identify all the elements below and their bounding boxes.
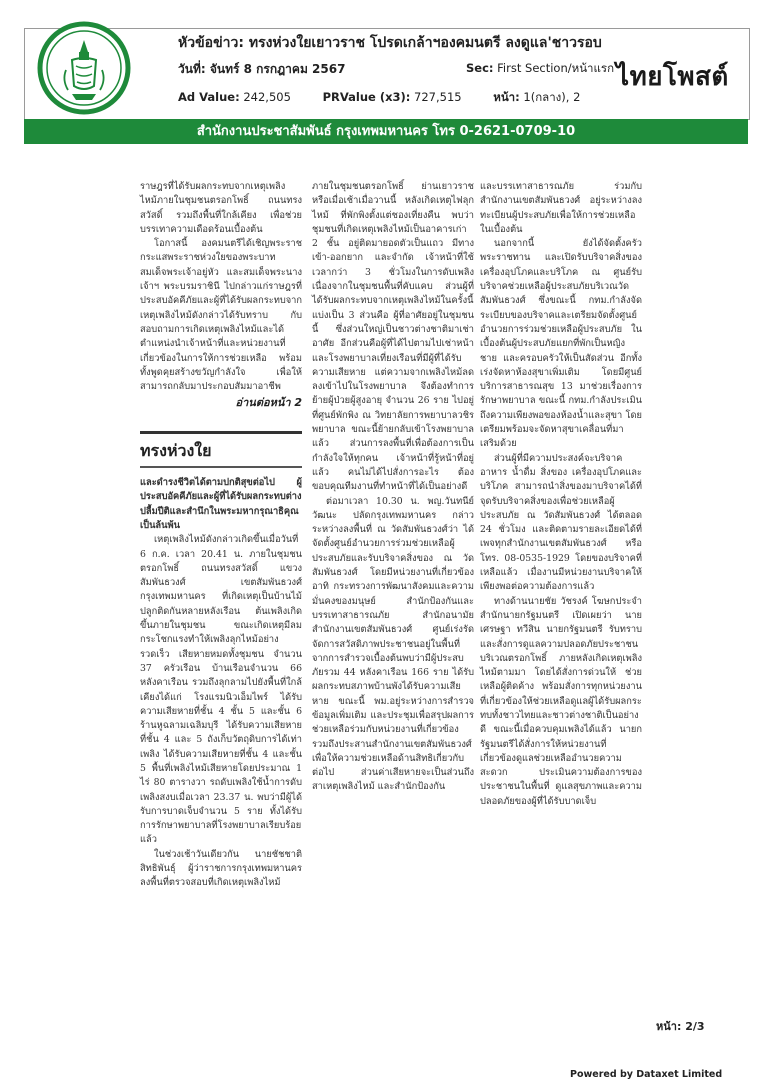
paragraph: ทางด้านนายชัย วัชรงค์ โฆษกประจำสำนักนายกรัฐมนตรี เปิดเผยว่า นายเศรษฐา ทวีสิน นายกรัฐมนตรี รับทราบและสั่งการดูแลความปลอดภัยประชาชนบริเวณตรอกโพธิ์ ภายหลังเกิดเหตุเพลิงไหม้ตามมา โดยได้สั่งการด่วนให้ ช่วยเหลือผู้ติดค้าง พร้อมสั่งการทุกหน่วยงานที่เกี่ยวข้องให้ช่วยเหลือดูแลผู้ได้รับผลกระทบทั้งชาวไทยและชาวต่างชาติเป็นอย่างดี ขณะนี้เมื่อควบคุมเพลิงได้แล้ว นายกรัฐมนตรีได้สั่งการให้หน่วยงานที่เกี่ยวข้องดูแลช่วยเหลืออำนวยความสะดวก ประเมินความต้องการของประชาชนในพื้นที่ ดูแลสุขภาพและความปลอดภัยของผู้ที่ได้รับบาดเจ็บ: [480, 595, 642, 807]
date-value: จันทร์ 8 กรกฎาคม 2567: [209, 62, 346, 76]
date-line: [178, 60, 345, 79]
continued-label: อ่านต่อหน้า 2: [235, 396, 302, 410]
paragraph: ต่อมาเวลา 10.30 น. พญ.วันทนีย์ วัฒนะ ปลัดกรุงเทพมหานคร กล่าวระหว่างลงพื้นที่ ณ วัดสัมพันธวงศ์ว่า ได้จัดตั้งศูนย์อำนวยการร่วมช่วยเหลือผู้ประสบภัยและรับบริจาคสิ่งของ ณ วัดสัมพันธวงศ์ โดยมีหน่วยงานที่เกี่ยวข้อง อาทิ กระทรวงการพัฒนาสังคมและความมั่นคงของมนุษย์ สำนักป้องกันและบรรเทาสาธารณภัย สำนักอนามัย สำนักงานเขตสัมพันธวงศ์ ศูนย์เร่งรัดจัดการสวัสดิภาพประชาชนอยู่ในพื้นที่ จากการสำรวจเบื้องต้นพบว่ามีผู้ประสบภัยรวม 44 หลังคาเรือน 166 ราย ได้รับผลกระทบสภาพบ้านพังได้รับความเสียหาย ขณะนี้ พม.อยู่ระหว่างการสำรวจข้อมูลเพิ่มเติม และประชุมเพื่อสรุปผลการช่วยเหลือร่วมกับหน่วยงานที่เกี่ยวข้อง รวมถึงประสานสำนักงานเขตสัมพันธวงศ์เพื่อให้ความช่วยเหลือด้านสิทธิเกี่ยวกับต่อไป ส่วนค่าเสียหายจะเป็นส่วนถึงสาเหตุเพลิงไหม้ และสำนักป้องกัน: [312, 495, 474, 793]
section-line: [466, 60, 614, 78]
powered-by: Powered by Dataxet Limited: [570, 1069, 723, 1080]
ad-value-label: Ad Value:: [178, 90, 240, 104]
page-number-value: 2/3: [685, 1020, 705, 1033]
subheadline: ทรงห่วงใย: [140, 440, 212, 460]
paragraph: ภายในชุมชนตรอกโพธิ์ ย่านเยาวราช หรือเมื่อเช้าเมื่อวานนี้ หลังเกิดเหตุไฟลุกไหม้ ที่พักพิงตั้งแต่ชองเที่ยงคืน พบว่าชุมชนที่เกิดเหตุเพลิงไหม้เป็นอาคารเก่า 2 ชั้น อยู่ติดมายอดตัวเป็นแถว มีทางเข้า-ออกยาก และจำกัด เจ้าหน้าที่ใช้เวลากว่า 3 ชั่วโมงในการดับเพลิง เนื่องจากในชุมชนพื้นที่คับแคบ ส่วนผู้ที่ได้รับผลกระทบจากเหตุเพลิงไหม้ในครั้งนี้แบ่งเป็น 3 ส่วนคือ ผู้ที่อาศัยอยู่ในชุมชนนี้ ซึ่งส่วนใหญ่เป็นชาวต่างชาติมาเช่าอาศัย อีกส่วนคือผู้ที่ได้ไปตามไปเช่าหน้า และโรงพยาบาลเที่ยงเรือนที่มีผู้ที่ได้รับความเสียหาย แต่ความจากเพลิงไหม้ลดลงเข้าไปในโรงพยาบาล จึงต้องทำการย้ายผู้ป่วยผู้สูงอายุ จำนวน 26 ราย ไปอยู่ที่ศูนย์พักพิง ณ วิทยาลัยการพยาบาลวชิรพยาบาล ขณะนี้ย้ายกลับเข้าโรงพยาบาลแล้ว ส่วนการลงพื้นที่เพื่อต้องการเป็นกำลังใจให้ทุกคน เจ้าหน้าที่รู้หน้าที่อยู่แล้ว คนไม่ได้ไปสั่งการอะไร ต้องขอบคุณทีมงานที่ทำหน้าที่ได้เป็นอย่างดี: [312, 181, 474, 493]
paragraph: ในช่วงเช้าวันเดียวกัน นายชัชชาติ สิทธิพันธุ์ ผู้ว่าราชการกรุงเทพมหานคร ลงพื้นที่ตรวจสอบที่เกิดเหตุเพลิงไหม้: [140, 848, 302, 889]
bangkok-seal-icon: [22, 0, 142, 116]
section-label: Sec:: [466, 61, 494, 75]
paragraph: โอกาสนี้ องคมนตรีได้เชิญพระราชกระแสพระราชห่วงใยของพระบาทสมเด็จพระเจ้าอยู่หัว และสมเด็จพระนางเจ้าฯ พระบรมราชินี ไปกล่าวแก่ราษฎรที่ประสบอัคคีภัยและผู้ที่ได้รับผลกระทบจากเหตุเพลิงไหม้ดังกล่าวได้รับทราบ กับสอบถามการเกิดเหตุเพลิงไหม้และได้ตำแหน่งนำเจ้าหน้าที่และหน่วยงานที่เกี่ยวข้องในการให้การช่วยเหลือ พร้อมทั้งพูดคุยสร้างขวัญกำลังใจ เพื่อให้สามารถกลับมาประกอบสัมมาอาชีพ: [140, 238, 303, 393]
paragraph: ส่วนผู้ที่มีความประสงค์จะบริจาคอาหาร น้ำดื่ม สิ่งของ เครื่องอุปโภคและบริโภค สามารถนำสิ่งของมาบริจาคได้ที่จุดรับบริจาคสิ่งของเพื่อช่วยเหลือผู้ประสบภัย ณ วัดสัมพันธวงศ์ ได้ตลอด 24 ชั่วโมง และติดตามรายละเอียดได้ที่เพจทุกสำนักงานเขตสัมพันธวงศ์ หรือโทร. 08-0535-1929 โดยของบริจาคที่เหลือแล้ว เมื่องานมีหน่วยงานบริจาคให้เพียงพอต่อความต้องการแล้ว: [480, 452, 642, 593]
paragraph: และบรรเทาสาธารณภัย ร่วมกับสำนักงานเขตสัมพันธวงศ์ อยู่ระหว่างลงทะเบียนผู้ประสบภัยเพื่อให้การช่วยเหลือในเบื้องต้น: [480, 181, 642, 235]
headline-text: ทรงห่วงใยเยาวราช โปรดเกล้าฯองคมนตรี ลงดูแล'ชาวรอบ: [248, 35, 602, 51]
value-line: [178, 89, 608, 107]
paragraph: ราษฎรที่ได้รับผลกระทบจากเหตุเพลิงไหม้ภายในชุมชนตรอกโพธิ์ ถนนทรงสวัสดิ์ รวมถึงพื้นที่ใกล้เคียง เพื่อช่วยบรรเทาความเดือดร้อนเบื้องต้น: [140, 181, 302, 235]
newspaper-brand: ไทยโพสต์: [616, 62, 729, 92]
headline: [178, 32, 608, 54]
pr-value-label: PRValue (x3):: [322, 90, 411, 104]
paragraph: เหตุเพลิงไหม้ดังกล่าวเกิดขึ้นเมื่อวันที่ 6 ก.ค. เวลา 20.41 น. ภายในชุมชนตรอกโพธิ์ ถนนทรงสวัสดิ์ แขวงสัมพันธวงศ์ เขตสัมพันธวงศ์ กรุงเทพมหานคร ที่เกิดเหตุเป็นบ้านไม้ ปลูกติดกันหลายหลังเรือน ต้นเพลิงเกิดขึ้นภายในชุมชน ขณะเกิดเหตุมีลมกระโชกแรงทำให้เพลิงลุกไหม้อย่างรวดเร็ว เสียหายหมดทั้งชุมชน จำนวน 37 ครัวเรือน บ้านเรือนจำนวน 66 หลังคาเรือน รวมถึงลุกลามไปยังพื้นที่ใกล้เคียงได้แก่ โรงแรมนิวเอ็มไพร์ ได้รับความเสียหายที่ชั้น 4 ชั้น 5 และชั้น 6 ร้านหูฉลามเฉลิมบุรี ได้รับความเสียหายที่ชั้น 4 และ 5 ถังเก็บวัตถุดิบการได้เท่าเพลิง ได้รับความเสียหายที่ชั้น 4 และชั้น 5 พื้นที่เพลิงไหม้เสียหายโดยประมาณ 1 ไร่ 80 ตารางวา รถดับเพลิงใช้น้ำการดับเพลิงสงบเมื่อเวลา 23.37 น. พบว่ามีผู้ได้รับการบาดเจ็บจำนวน 5 ราย ทั้งได้รับการรักษาพยาบาลที่โรงพยาบาลเรียบร้อยแล้ว: [140, 534, 302, 846]
page-value: 1(กลาง), 2: [523, 90, 581, 104]
section-value: First Section/หน้าแรก: [497, 61, 615, 75]
banner: สำนักงานประชาสัมพันธ์ กรุงเทพมหานคร โทร 0-2621-0709-10: [24, 119, 748, 144]
divider: [140, 431, 302, 434]
pr-value: 727,515: [414, 90, 462, 104]
date-label: วันที่:: [178, 62, 206, 76]
page-label: หน้า:: [493, 90, 520, 104]
lead-paragraph: และดำรงชีวิตได้ตามปกติสุขต่อไป ผู้ประสบอัคคีภัยและผู้ที่ได้รับผลกระทบต่างปลื้มปีติและสำนึกในพระมหากรุณาธิคุณเป็นล้นพ้น: [140, 477, 302, 531]
paragraph: นอกจากนี้ ยังได้จัดตั้งครัวพระราชทาน และเปิดรับบริจาคสิ่งของเครื่องอุปโภคและบริโภค ณ ศูนย์รับบริจาคช่วยเหลือผู้ประสบภัยบริเวณวัดสัมพันธวงศ์ ซึ่งขณะนี้ กทม.กำลังจัดระเบียบของบริจาคและเตรียมจัดตั้งศูนย์อำนวยการร่วมช่วยเหลือผู้ประสบภัย ในเบื้องต้นผู้ประสบภัยแยกที่พักเป็นหญิง ชาย และครอบครัวให้เป็นสัดส่วน อีกทั้งเร่งจัดหาห้องสุขาเพิ่มเติม โดยมีศูนย์บริการสาธารณสุข 13 มาช่วยเรื่องการรักษาพยาบาล ขณะนี้ กทม.กำลังประเมินถึงความเพียงพอของห้องน้ำและสุขา โดยเตรียมพร้อมจะจัดหาสุขาเคลื่อนที่มาเสริมด้วย: [480, 238, 642, 450]
ad-value: 242,505: [243, 90, 291, 104]
page-number: [656, 1017, 705, 1035]
divider: [140, 466, 302, 468]
article-column-2: [312, 180, 474, 795]
page-number-label: หน้า:: [656, 1020, 682, 1033]
article-column-1: [140, 180, 302, 891]
article-column-3: [480, 180, 642, 809]
headline-label: หัวข้อข่าว:: [178, 35, 244, 51]
